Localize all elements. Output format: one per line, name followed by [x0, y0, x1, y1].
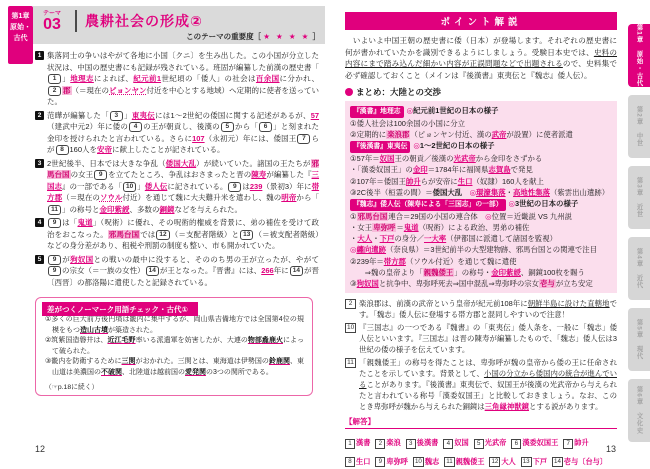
numbered-paragraphs — [35, 50, 319, 288]
answer-item: 8 生口 — [345, 457, 370, 468]
matome-summary-box — [345, 101, 617, 293]
matome-line: ②107年＝倭国王帥升らが安帝に生口（奴隷）160人を献上 — [350, 176, 544, 186]
matome-line: ◎纏向遺跡（奈良県）＝3世紀前半の大型建物跡、邪馬台国との関連で注目 — [350, 245, 598, 255]
theme-block — [43, 8, 61, 33]
answer-blank-box: 2 — [48, 86, 61, 96]
chapter-tab-left: 第1章 原始・ 古代 — [8, 6, 33, 64]
matome-heading — [345, 86, 617, 98]
body-paragraph: 1 集落同士の争いはやがて各地に小国〔クニ〕を生み出した。この小国が分立した状況は、中国の歴史書にも記録が残されている。班固が編纂した前漢の歴史書「1 」地理志によれば、紀元前1世紀頃の「倭人」の社会は百余国に分かれ、2 郡（＝現在のピョンヤン付近を中心とする地域）へ定期的に使者を送っていた。 — [35, 50, 319, 108]
vocab-check-items — [45, 315, 304, 379]
answer-item: 14 壱与〔台与〕 — [554, 456, 608, 466]
vocab-check-item: ②筑紫国造磐井は、近江毛野率いる派遣軍を妨害したが、大連の物部麁鹿火によって破られた。 — [45, 337, 305, 355]
intro-paragraph: いよいよ中国王朝の歴史書に倭（日本）が登場します。それぞれの歴史書に何が書かれていたかを識別できるようにしましょう。受験日本史では、史料の内容にまで踏み込んだ細かい内容が正誤問題などで出題されるので、史料集で必ず確認しておくこと（メインは『後漢書』東夷伝と『魏志』倭人伝）。 — [345, 36, 618, 80]
vocab-check-item: ①多くの巨大前方後円墳は畿内に集中するが、岡山県吉備地方では全国第4位の規模をもつ造山古墳が築造された。 — [45, 316, 304, 334]
body-paragraph: 4 9 は「鬼道」（呪術）に優れ、その呪術的権威を背景に、弟の補佐を受けて政治をおこなった。邪馬台国では 12 （＝支配者階級）と 13 （＝被支配者階級）などの身分差があり、租税や刑罰の制度も整い、市も開かれていた。 — [35, 217, 319, 252]
answer-blank-box: 9 — [228, 182, 241, 192]
importance-label: このテーマの重要度［ — [186, 32, 264, 41]
answer-blank-box: 1 — [48, 74, 61, 84]
answer-blank-box: 8 — [56, 145, 69, 155]
matome-line: ③2C後半（桓霊の間）＝倭国大乱 ◎環濠集落・高地性集落（紫雲出山遺跡） — [350, 187, 610, 197]
body-paragraph: 2 范曄が編纂した「 3 」東夷伝には1～2世紀の倭国に関する記述があるが、57（建武中元2）年に倭の 4 の王が朝貢し、後漢の 5 から「 6 」と刻まれた金印を授けられたと言われている。さらに107（永初元）年には、倭国王 7 らが 8 160人を安帝に献上したことが記されている。 — [35, 110, 319, 156]
answer-item: 10 魏志 — [414, 456, 440, 466]
paragraph-number-badge: 5 — [35, 255, 44, 264]
answer-blank-box: 14 — [146, 266, 159, 276]
answer-item: 5 光武帝 — [474, 438, 507, 449]
side-chapter-tab: 第5章 現代 — [628, 308, 650, 371]
paragraph-number-badge: 3 — [35, 159, 44, 168]
explanation-note: 11 「親魏倭王」の称号を得たことは、卑弥呼が魏の皇帝から倭の王に任命されたことを示しています。背景として、小国の分立から倭国内の統合が進んでいることがあります。『後漢書』東夷伝で、奴国王が後漢の光武帝から与えられたと言われている称号「漢委奴国王」と比較しておきましょう。なお、このとき卑弥呼が魏から与えられた銅鏡は三角縁神獣鏡とする説があります。 — [345, 357, 617, 412]
answer-item: 9 卑弥呼 — [375, 457, 408, 468]
matome-line: ②定期的に楽浪郡（ピョンヤン付近、漢の武帝が設置）に使者派遣 — [350, 130, 573, 140]
paragraph-number-badge: 1 — [35, 51, 44, 60]
answer-item: 7 帥升 — [563, 438, 588, 449]
source-label-tag: 『漢書』地理志 — [350, 106, 404, 118]
paragraph-number-badge: 4 — [35, 218, 44, 227]
vocab-check-box — [35, 297, 313, 396]
answer-item: 13 下戸 — [522, 456, 548, 466]
answer-blank-box: 12 — [156, 230, 169, 240]
note-number-box: 10 — [345, 323, 356, 334]
bullet-icon — [345, 88, 353, 96]
matome-line: ⇒魏の皇帝より「親魏倭王」の称号・金印紫綬、銅鏡100枚を賜う — [350, 267, 585, 277]
answer-blank-box: 9 — [48, 266, 61, 276]
note-number-box: 2 — [345, 299, 356, 310]
explanation-note: 2 楽浪郡は、前漢の武帝という皇帝が紀元前108年に朝鮮半島に設けた直轄地です。「魏志」倭人伝に登場する帯方郡と混同しやすいので注意！ — [345, 298, 617, 320]
vocab-check-item: ③畿内を防衛するために三関がおかれた。三関とは、東海道は伊勢国の鈴鹿関、東山道は美濃国の不破関、北陸道は越前国の愛発関の3つの関所である。 — [45, 358, 305, 376]
matome-line: ・女王卑弥呼＝鬼道（呪術）による政治、男弟の補佐 — [350, 222, 530, 232]
answer-item: 4 奴国 — [443, 438, 468, 449]
importance-stars: ★ ★ ★ ★ — [263, 32, 311, 41]
source-label-tag: 『魏志』倭人伝（陳寿による「三国志」の一部） — [350, 199, 506, 211]
body-paragraph: 3 2世紀後半、日本では大きな争乱（倭国大乱）が続いていた。諸国の王たちが邪馬台国の女王 9 を立てたところ、争乱はおさまったと晋の陳寿が編纂した『三国志』の一部である「 10 」倭人伝に記されている。 9 は239（景初3）年に帯方郡（＝現在のソウル付近）を通じて魏に大夫難升米を遣わし、魏の明帝から「11 」の称号と金印紫綬、多数の銅鏡などを与えられた。 — [35, 158, 319, 216]
answer-item: 3 後漢書 — [406, 438, 439, 449]
answer-blank-box: 13 — [240, 230, 253, 240]
answer-blank-box: 9 — [94, 170, 107, 180]
matome-title: まとめ：大陸との交渉 — [356, 87, 442, 98]
matome-line: 『漢書』地理志 ◎紀元前1世紀の日本の様子 — [350, 105, 612, 118]
answer-blank-box: 10 — [123, 182, 136, 192]
answer-blank-box: 6 — [259, 122, 272, 132]
side-chapter-tab: 第2章 中世 — [628, 95, 650, 158]
vocab-check-footer: （☞p.18に続く） — [45, 383, 99, 391]
page-number-left: 12 — [35, 444, 46, 454]
side-chapter-tab: 第4章 近代 — [628, 237, 650, 300]
answer-item: 11 親魏倭王 — [446, 456, 485, 466]
matome-line: ・「漢委奴国王」の金印＝1784年に福岡県志賀島で発見 — [350, 165, 533, 175]
side-chapter-tab: 第1章 原始・古代 — [628, 24, 650, 87]
answer-blank-box: 4 — [129, 122, 142, 132]
matome-line: ①倭人社会は100余国の小国に分立 — [350, 119, 466, 129]
answer-blank-box: 5 — [221, 122, 234, 132]
matome-line: ①邪馬台国連合＝29国の小国の連合体 ◎位置＝近畿説 VS 九州説 — [350, 211, 573, 221]
left-page-body — [35, 50, 319, 396]
answer-blank-box: 14 — [290, 266, 303, 276]
matome-line: ②239年＝帯方郡（ソウル付近）を通じて魏に遣使 — [350, 256, 517, 266]
matome-line: 『魏志』倭人伝（陳寿による「三国志」の一部） ◎3世紀の日本の様子 — [350, 198, 612, 211]
header-divider — [75, 10, 77, 32]
answer-item: 6 漢委奴国王 — [511, 438, 558, 449]
importance-suffix: ］ — [310, 32, 320, 41]
answers-label: 【解答】 — [345, 417, 375, 427]
answer-blank-box: 9 — [48, 218, 61, 228]
chapter-side-tabs — [624, 24, 650, 450]
matome-line: 『後漢書』東夷伝 ◎1～2世紀の日本の様子 — [350, 140, 612, 153]
page-title: 農耕社会の形成② — [85, 13, 203, 29]
right-page-body — [345, 12, 617, 469]
answers-list — [345, 432, 617, 469]
note-number-box: 11 — [345, 358, 356, 369]
answer-blank-box: 7 — [297, 134, 310, 144]
matome-line: ③狗奴国と抗争中、卑弥呼死去⇒国中混乱⇒卑弥呼の宗女壱与が立ち安定 — [350, 278, 593, 288]
answer-item: 2 楽浪 — [375, 438, 400, 449]
theme-number: 03 — [43, 16, 61, 33]
importance-rating — [186, 31, 320, 42]
vocab-check-title: 差がつくノーマーク用語チェック・古代① — [42, 302, 198, 316]
theme-label: テーマ — [43, 11, 62, 17]
answer-blank-box: 3 — [110, 111, 123, 121]
answers-section — [345, 416, 617, 469]
side-chapter-tab: 第3章 近世 — [628, 166, 650, 229]
paragraph-number-badge: 2 — [35, 111, 44, 120]
matome-line: ①57年＝奴国王の朝貢／後漢の光武帝から金印をさずかる — [350, 154, 543, 164]
source-label-tag: 『後漢書』東夷伝 — [350, 141, 410, 153]
page-number-right: 13 — [605, 444, 616, 454]
answer-blank-box: 9 — [48, 255, 61, 265]
theme-header — [33, 6, 325, 44]
answers-divider — [345, 428, 617, 429]
answer-item: 1 漢書 — [345, 438, 370, 449]
explanation-notes — [345, 298, 617, 412]
point-kaisetsu-header: ポイント解説 — [345, 12, 617, 30]
body-paragraph: 5 9 が狗奴国との戦いの最中に没すると、そののち男の王が立ったが、やがて9 の宗女（＝一族の女性） 14 が王となった。『晋書』には、266年に 14 が晋〔西晋〕の都洛陽に遣使したと記録されている。 — [35, 254, 319, 289]
answer-item: 12 大人 — [491, 456, 516, 466]
side-chapter-tab: 第6章 文化史 — [628, 379, 650, 442]
matome-line: ・大人・下戸の身分／一大率（伊都国に派遣して諸国を監視） — [350, 234, 558, 244]
explanation-note: 10 『三国志』の一つである『魏書』の「東夷伝」倭人条を、一般に「魏志」倭人伝といいます。『三国志』は晋の陳寿が編纂したもので、「魏志」倭人伝は3世紀の倭の様子を伝えています。 — [347, 323, 617, 355]
answer-blank-box: 11 — [48, 205, 61, 215]
